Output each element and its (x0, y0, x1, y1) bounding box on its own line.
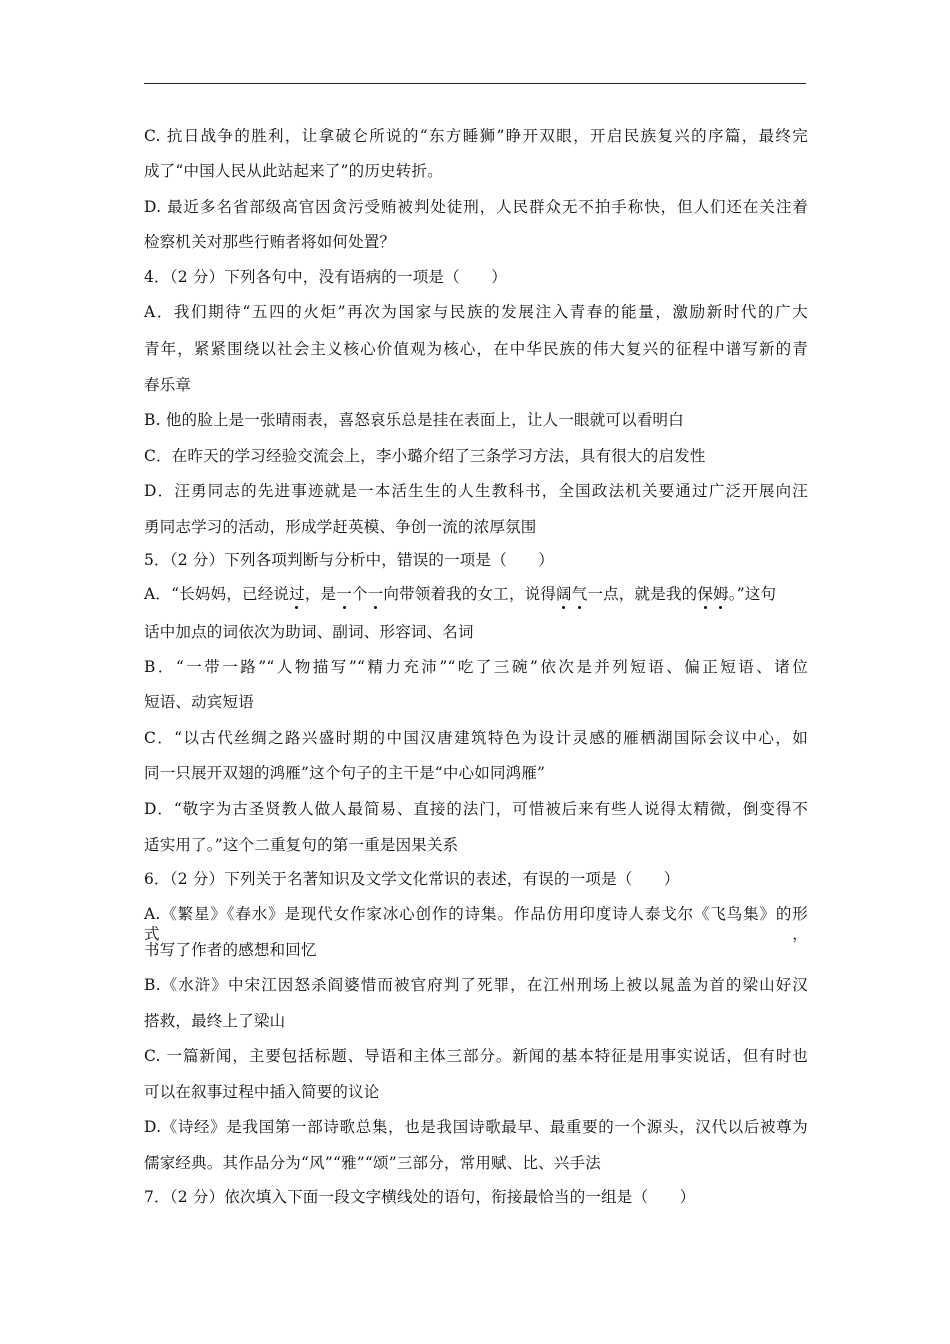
header-rule (144, 83, 806, 84)
option-6a-line-1: A.《繁星》《春水》是现代女作家冰心创作的诗集。作品仿用印度诗人泰戈尔《飞鸟集》的形式， (144, 905, 808, 943)
text-segment: 个 (351, 585, 368, 603)
dotted-char: 气 (571, 585, 588, 603)
option-4d-line-1: D．汪勇同志的先进事迹就是一本活生生的人生教科书，全国政法机关要通过广泛开展向汪 (144, 482, 808, 500)
option-4c: C．在昨天的学习经验交流会上，李小璐介绍了三条学习方法，具有很大的启发性 (144, 447, 706, 465)
text-segment: 向带领着我的女工，说得 (383, 585, 557, 603)
dotted-char: 保 (697, 585, 714, 603)
question-6-stem: 6．（2 分）下列关于名著知识及文学文化常识的表述，有误的一项是（ ） (144, 870, 680, 888)
dotted-char: 姆 (713, 585, 729, 603)
option-4a-line-1: A．我们期待“五四的火炬”再次为国家与民族的发展注入青春的能量，激励新时代的广大 (144, 303, 808, 321)
option-6c-line-1: C. 一篇新闻，主要包括标题、导语和主体三部分。新闻的基本特征是用事实说话，但有时也 (144, 1047, 808, 1065)
option-6b-line-2: 搭救，最终上了梁山 (144, 1012, 286, 1030)
question-4-stem: 4．（2 分）下列各句中，没有语病的一项是（ ） (144, 268, 507, 286)
dotted-char: 阔 (556, 585, 572, 603)
question-5-stem: 5．（2 分）下列各项判断与分析中，错误的一项是（ ） (144, 551, 555, 569)
option-5a-line-2: 话中加点的词依次为助词、副词、形容词、名词 (144, 623, 474, 641)
option-6d-line-1: D.《诗经》是我国第一部诗歌总集，也是我国诗歌最早、最重要的一个源头，汉代以后被尊为 (144, 1118, 808, 1136)
dotted-char: 过 (289, 585, 305, 603)
text-segment: 。”这句 (728, 585, 777, 603)
option-6d-line-2: 儒家经典。其作品分为“风”“雅”“颂”三部分，常用赋、比、兴手法 (144, 1154, 601, 1172)
option-5c-line-2: 同一只展开双翅的鸿雁”这个句子的主干是“中心如同鸿雁” (144, 764, 546, 782)
question-7-stem: 7．（2 分）依次填入下面一段文字横线处的语句，衔接最恰当的一组是（ ） (144, 1188, 696, 1206)
option-6a-line-2: 书写了作者的感想和回忆 (144, 941, 317, 959)
option-6c-line-2: 可以在叙事过程中插入简要的议论 (144, 1083, 380, 1101)
option-3c-line-1: C. 抗日战争的胜利，让拿破仑所说的“东方睡狮”睁开双眼，开启民族复兴的序篇，最终完 (144, 127, 808, 145)
option-5d-line-1: D．“敬字为古圣贤教人做人最简易、直接的法门，可惜被后来有些人说得太精微，倒变得不 (144, 800, 808, 818)
dotted-char: 一 (336, 585, 352, 603)
option-4b: B. 他的脸上是一张晴雨表，喜怒哀乐总是挂在表面上，让人一眼就可以看明白 (144, 411, 684, 429)
option-3d-line-2: 检察机关对那些行贿者将如何处置？ (144, 233, 396, 251)
option-4a-line-3: 春乐章 (144, 376, 192, 394)
dotted-char: 一 (367, 585, 384, 603)
option-6b-line-1: B.《水浒》中宋江因怒杀阎婆惜而被官府判了死罪，在江州刑场上被以晁盖为首的梁山好汉 (144, 976, 808, 994)
option-5d-line-2: 适实用了。”这个二重复句的第一重是因果关系 (144, 836, 459, 854)
option-5b-line-1: B．“一带一路”“人物描写”“精力充沛”“吃了三碗”依次是并列短语、偏正短语、诸位 (144, 658, 808, 676)
option-3d-line-1: D. 最近多名省部级高官因贪污受贿被判处徒刑，人民群众无不拍手称快，但人们还在关注着 (144, 198, 808, 216)
option-4d-line-2: 勇同志学习的活动，形成学赶英模、争创一流的浓厚氛围 (144, 518, 537, 536)
text-segment: 一点，就是我的 (587, 585, 698, 603)
option-4a-line-2: 青年，紧紧围绕以社会主义核心价值观为核心，在中华民族的伟大复兴的征程中谱写新的青 (144, 340, 808, 358)
text-segment: A．“长妈妈，已经说 (144, 585, 290, 603)
option-5b-line-2: 短语、动宾短语 (144, 693, 254, 711)
option-5a-line-1 (144, 584, 808, 604)
option-3c-line-2: 成了“中国人民从此站起来了”的历史转折。 (144, 162, 443, 180)
text-segment: ，是 (304, 585, 337, 603)
option-5c-line-1: C．“以古代丝绸之路兴盛时期的中国汉唐建筑特色为设计灵感的雁栖湖国际会议中心，如 (144, 729, 808, 747)
